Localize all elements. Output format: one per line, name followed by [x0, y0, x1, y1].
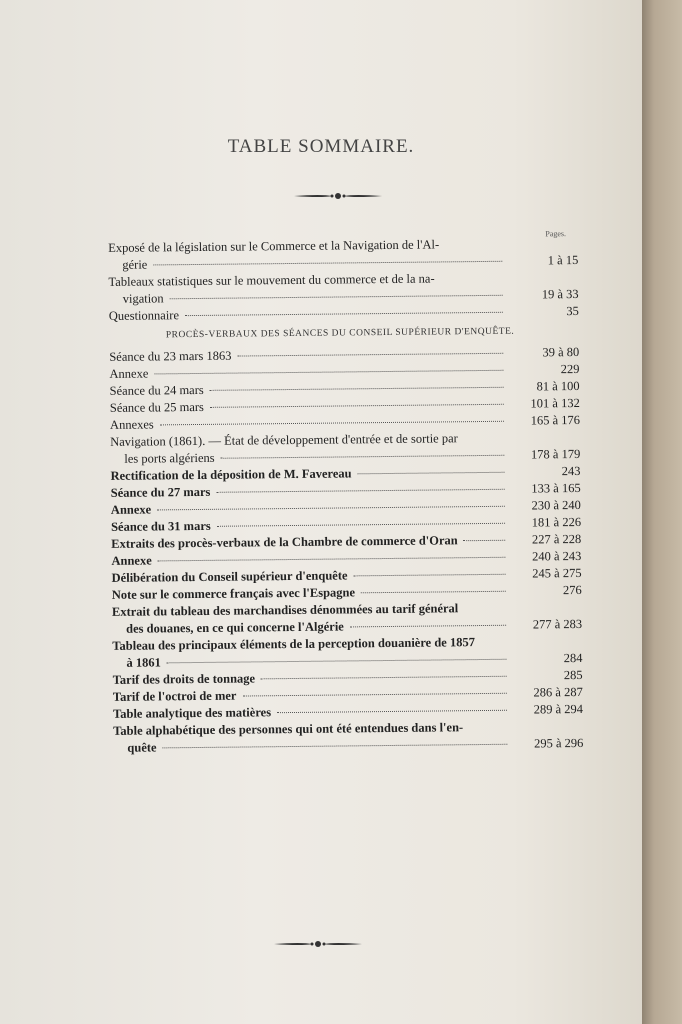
- toc-group-proceedings: [101, 344, 583, 757]
- toc-entry-title-line: Extrait du tableau des marchandises dénommées au tarif général: [111, 601, 459, 619]
- toc-entry-title: Annexe: [109, 366, 149, 381]
- toc-entry-pages: 81 à 100: [536, 378, 580, 394]
- ornament-divider-bottom-icon: [272, 938, 364, 950]
- toc-entry-pages: 39 à 80: [542, 344, 580, 360]
- toc-entry-title-line: Tableaux statistiques sur le mouvement du commerce et de la na-: [108, 271, 435, 289]
- toc-entry-pages: 245 à 275: [532, 565, 582, 581]
- dot-leader: [163, 744, 508, 749]
- dot-leader: [221, 455, 505, 459]
- toc-entry-title: Rectification de la déposition de M. Favereau: [110, 466, 352, 483]
- dot-leader: [154, 370, 503, 375]
- toc-entry-pages: 35: [566, 303, 579, 319]
- ornament-divider-icon: [292, 190, 384, 202]
- toc-entry-title: Note sur le commerce français avec l'Espagne: [111, 585, 356, 602]
- toc-entry-title: gérie: [122, 257, 148, 272]
- dot-leader: [170, 295, 503, 299]
- toc-entry-pages: 101 à 132: [530, 395, 580, 411]
- toc-entry-title: les ports algériens: [124, 450, 215, 466]
- dot-leader: [261, 676, 507, 680]
- toc-entry-title: Séance du 24 mars: [109, 382, 204, 398]
- toc-entry-pages: 277 à 283: [532, 616, 583, 632]
- toc-entry-pages: 240 à 243: [532, 548, 582, 564]
- dot-leader: [350, 625, 506, 628]
- dot-leader: [361, 591, 506, 594]
- section-heading: PROCÈS-VERBAUX DES SÉANCES DU CONSEIL SUPÉRIEUR D'ENQUÊTE.: [165, 326, 515, 341]
- toc-entry-title: Extraits des procès-verbaux de la Chambre de commerce d'Oran: [111, 533, 458, 551]
- toc-entry-title: Annexes: [109, 417, 154, 432]
- toc-entry: [104, 633, 582, 672]
- toc-entry-pages: 286 à 287: [533, 684, 583, 700]
- toc-entry: [104, 599, 582, 638]
- toc-entry-pages: 285: [563, 667, 583, 683]
- dot-leader: [277, 710, 507, 713]
- toc-entry: [100, 269, 578, 308]
- table-of-contents: [100, 229, 583, 757]
- toc-entry-title: Table analytique des matières: [112, 705, 272, 721]
- toc-entry-pages: 284: [563, 650, 583, 666]
- toc-entry-title-line: Navigation (1861). — État de développement d'entrée et de sortie par: [110, 431, 458, 449]
- toc-entry-pages: 1 à 15: [547, 252, 579, 268]
- dot-leader: [358, 472, 505, 475]
- toc-entry-pages: 230 à 240: [531, 497, 581, 513]
- toc-entry-title: Annexe: [110, 502, 152, 517]
- dot-leader: [153, 261, 502, 266]
- dot-leader: [464, 540, 506, 541]
- toc-entry: [105, 718, 583, 757]
- toc-entry: [101, 303, 579, 325]
- toc-entry-title: à 1861: [126, 655, 161, 670]
- toc-entry-pages: 229: [560, 361, 580, 377]
- dot-leader: [237, 353, 503, 357]
- toc-entry-pages: 181 à 226: [531, 514, 582, 530]
- toc-entry-title-line: Tableau des principaux éléments de la perception douanière de 1857: [112, 635, 476, 653]
- toc-entry-pages: 289 à 294: [533, 701, 584, 717]
- toc-entry-title: Tarif des droits de tonnage: [112, 671, 256, 687]
- adjacent-page-edge: [642, 0, 682, 1024]
- dot-leader: [353, 574, 505, 577]
- toc-entry-title: vigation: [122, 291, 164, 306]
- toc-entry-title: Tarif de l'octroi de mer: [112, 688, 237, 704]
- toc-group-intro: [100, 229, 579, 325]
- toc-entry-title: Annexe: [111, 553, 152, 568]
- page-title: TABLE SOMMAIRE.: [227, 136, 415, 157]
- dot-leader: [185, 312, 503, 316]
- dot-leader: [160, 421, 504, 426]
- toc-entry-pages: 295 à 296: [533, 735, 584, 751]
- dot-leader: [210, 387, 504, 391]
- toc-entry-title: Séance du 25 mars: [109, 399, 204, 415]
- toc-entry-title: Séance du 27 mars: [110, 484, 211, 500]
- toc-entry-pages: 19 à 33: [541, 286, 579, 302]
- dot-leader: [158, 557, 506, 562]
- dot-leader: [157, 506, 505, 511]
- dot-leader: [167, 659, 507, 664]
- toc-entry-title: des douanes, en ce qui concerne l'Algérie: [126, 619, 344, 636]
- toc-entry-title: Questionnaire: [108, 308, 180, 323]
- toc-entry: [100, 229, 578, 274]
- toc-entry-pages: 243: [561, 463, 581, 479]
- toc-entry-title: Séance du 31 mars: [110, 518, 211, 534]
- toc-entry-pages: 227 à 228: [531, 531, 582, 547]
- toc-entry-title: Séance du 23 mars 1863: [109, 348, 232, 364]
- toc-entry-title-line: Table alphabétique des personnes qui ont été entendues dans l'en-: [113, 720, 464, 738]
- pages-column-label: Pages.: [545, 229, 567, 239]
- toc-entry-pages: 165 à 176: [530, 412, 581, 428]
- dot-leader: [216, 489, 504, 493]
- dot-leader: [217, 523, 505, 527]
- toc-entry-title: Délibération du Conseil supérieur d'enquête: [111, 568, 348, 585]
- toc-entry-pages: 276: [562, 582, 582, 598]
- dot-leader: [210, 404, 504, 408]
- toc-entry-pages: 133 à 165: [531, 480, 581, 496]
- toc-entry: [102, 429, 580, 468]
- toc-entry-title: quête: [127, 740, 157, 755]
- toc-entry-title-line: Exposé de la législation sur le Commerce et la Navigation de l'Al-: [108, 237, 440, 255]
- toc-entry-pages: 178 à 179: [530, 446, 581, 462]
- dot-leader: [242, 693, 506, 697]
